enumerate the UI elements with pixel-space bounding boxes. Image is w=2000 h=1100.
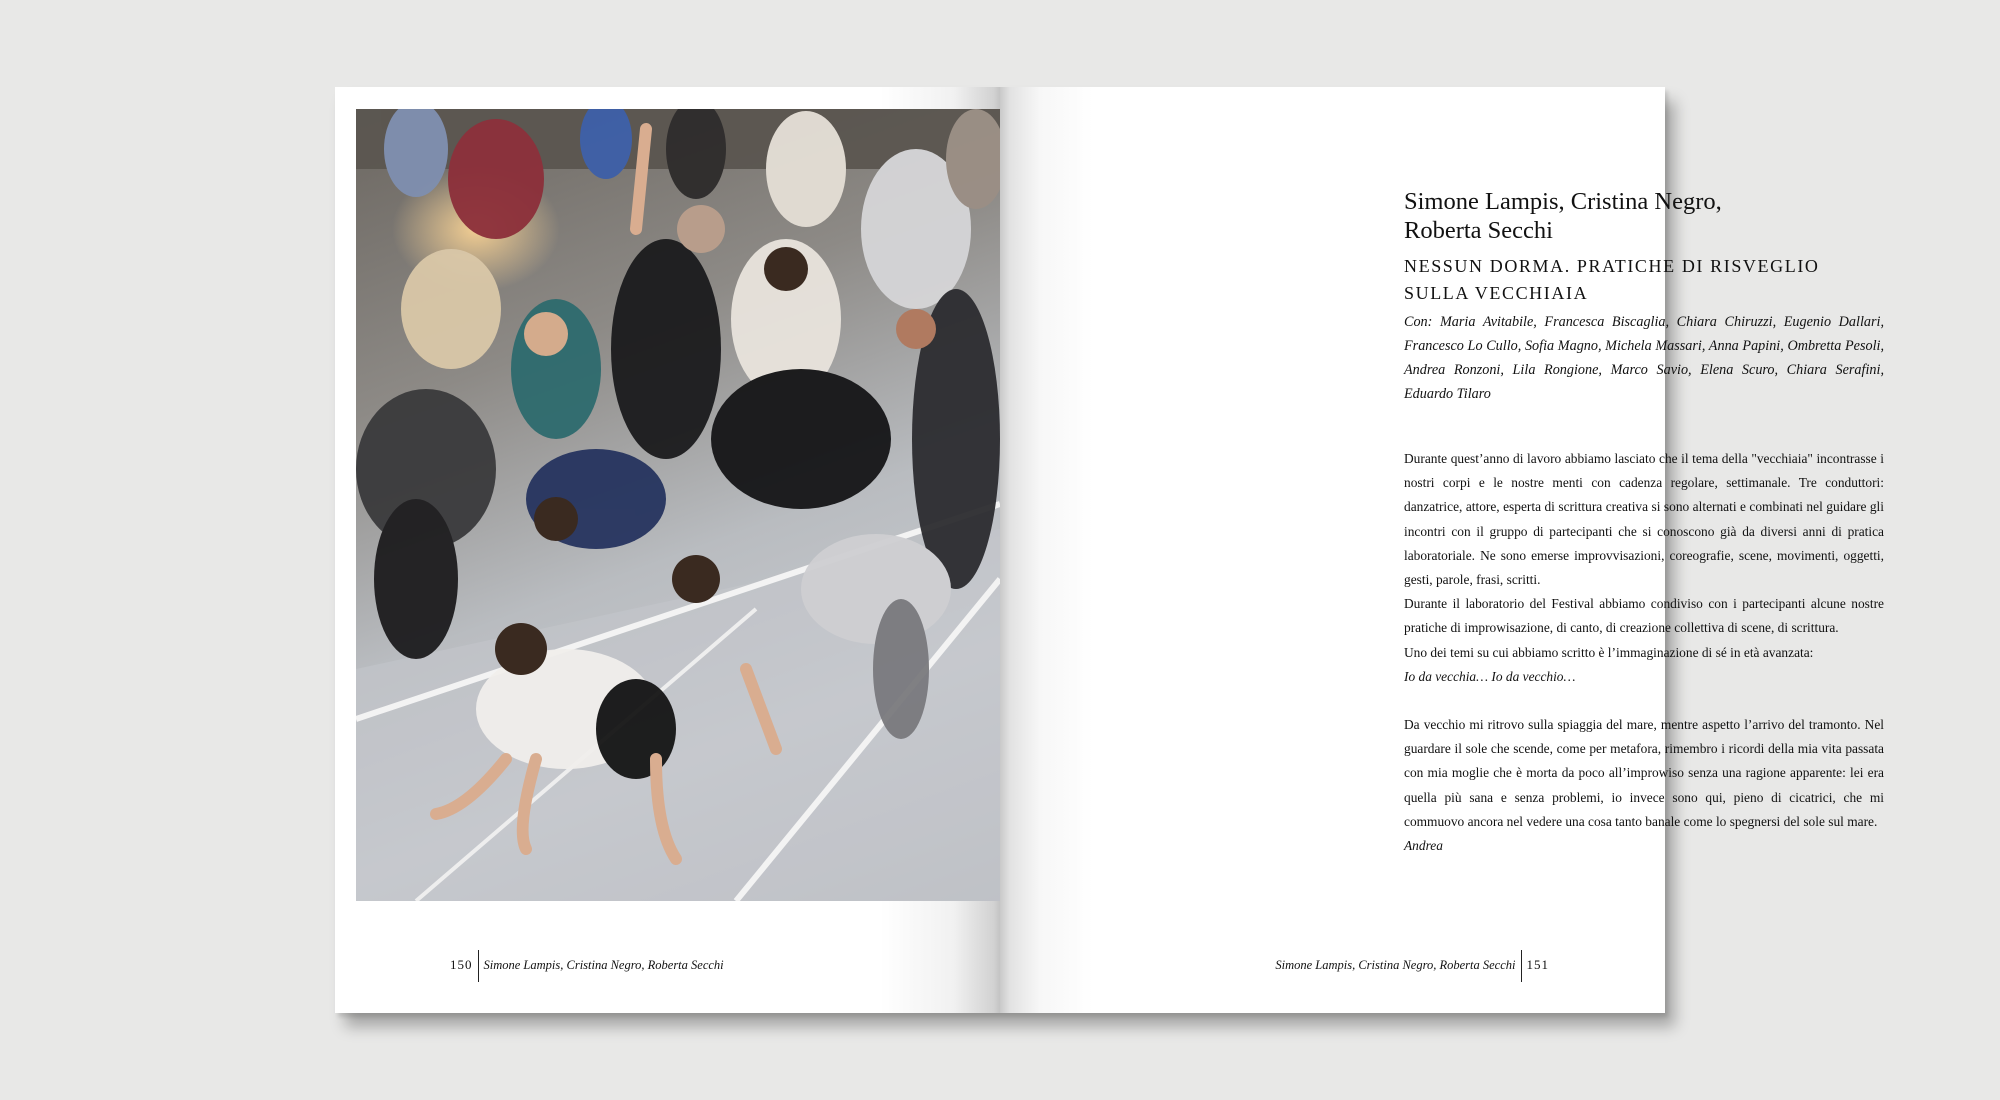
dancers-workshop-photo	[356, 109, 1000, 901]
article-body	[1404, 447, 1884, 858]
paragraph-1: Durante quest’anno di lavoro abbiamo lasciato che il tema della "vecchiaia" incontrasse i nostri corpi e le nostre menti con cadenza regolare, settimanale. Tre conduttori: danzatrice, attore, esperta di scrittura creativa si sono alternati e combinati nel guidare gli incontri con il gruppo di partecipanti che si conoscono già da diversi anni di pratica laboratoriale. Ne sono emerse improvvisazioni, coreografie, scene, movimenti, oggetti, gesti, parole, frasi, scritti.	[1404, 451, 1884, 588]
folio-divider	[1521, 950, 1522, 982]
page-number-right: 151	[1526, 957, 1549, 973]
authors-line-2: Roberta Secchi	[1404, 217, 1553, 244]
right-folio	[1275, 950, 1549, 982]
paragraph-2: Durante il laboratorio del Festival abbiamo condiviso con i partecipanti alcune nostre pratiche di improwisazione, di canto, di creazione collettiva di scene, di scrittura.	[1404, 596, 1884, 636]
article-authors	[1404, 187, 1884, 245]
article-title	[1404, 253, 1884, 307]
paragraph-4: Da vecchio mi ritrovo sulla spiaggia del mare, mentre aspetto l’arrivo del tramonto. Nel guardare il sole che scende, come per metafora, rimembro i ricordi della mia vita passata con mia moglie che è morta da poco all’improwiso senza una ragione apparente: lei era quella più sana e senza problemi, io invece sono qui, pieno di cicatrici, che mi commuovo ancora nel vedere una cosa tanto banale come lo spegnersi del sole sul mare.	[1404, 717, 1884, 829]
running-head-right: Simone Lampis, Cristina Negro, Roberta Secchi	[1275, 958, 1516, 973]
right-page	[1000, 87, 1884, 1013]
open-book-spread	[335, 87, 1884, 1013]
paragraph-3-italic: Io da vecchia… Io da vecchio…	[1404, 668, 1576, 684]
title-line-2: SULLA VECCHIAIA	[1404, 283, 1589, 303]
page-number-left: 150	[450, 957, 473, 973]
participants-credits: Con: Maria Avitabile, Francesca Biscaglia, Chiara Chiruzzi, Eugenio Dallari, Francesco Lo Cullo, Sofia Magno, Michela Massari, Anna Papini, Ombretta Pesoli, Andrea Ronzoni, Lila Rongione, Marco Savio, Elena Scuro, Chiara Serafini, Eduardo Tilaro	[1404, 314, 1884, 402]
title-line-1: NESSUN DORMA. PRATICHE DI RISVEGLIO	[1404, 256, 1820, 276]
paragraph-3: Uno dei temi su cui abbiamo scritto è l’immaginazione di sé in età avanzata:	[1404, 644, 1814, 660]
photo-illustration	[356, 109, 1000, 901]
left-folio	[450, 950, 724, 982]
authors-line-1: Simone Lampis, Cristina Negro,	[1404, 188, 1722, 215]
running-head-left: Simone Lampis, Cristina Negro, Roberta Secchi	[483, 958, 724, 973]
left-page	[335, 87, 1000, 1013]
signature: Andrea	[1404, 838, 1443, 854]
paragraph-gap	[1404, 689, 1884, 713]
folio-divider	[478, 950, 479, 982]
